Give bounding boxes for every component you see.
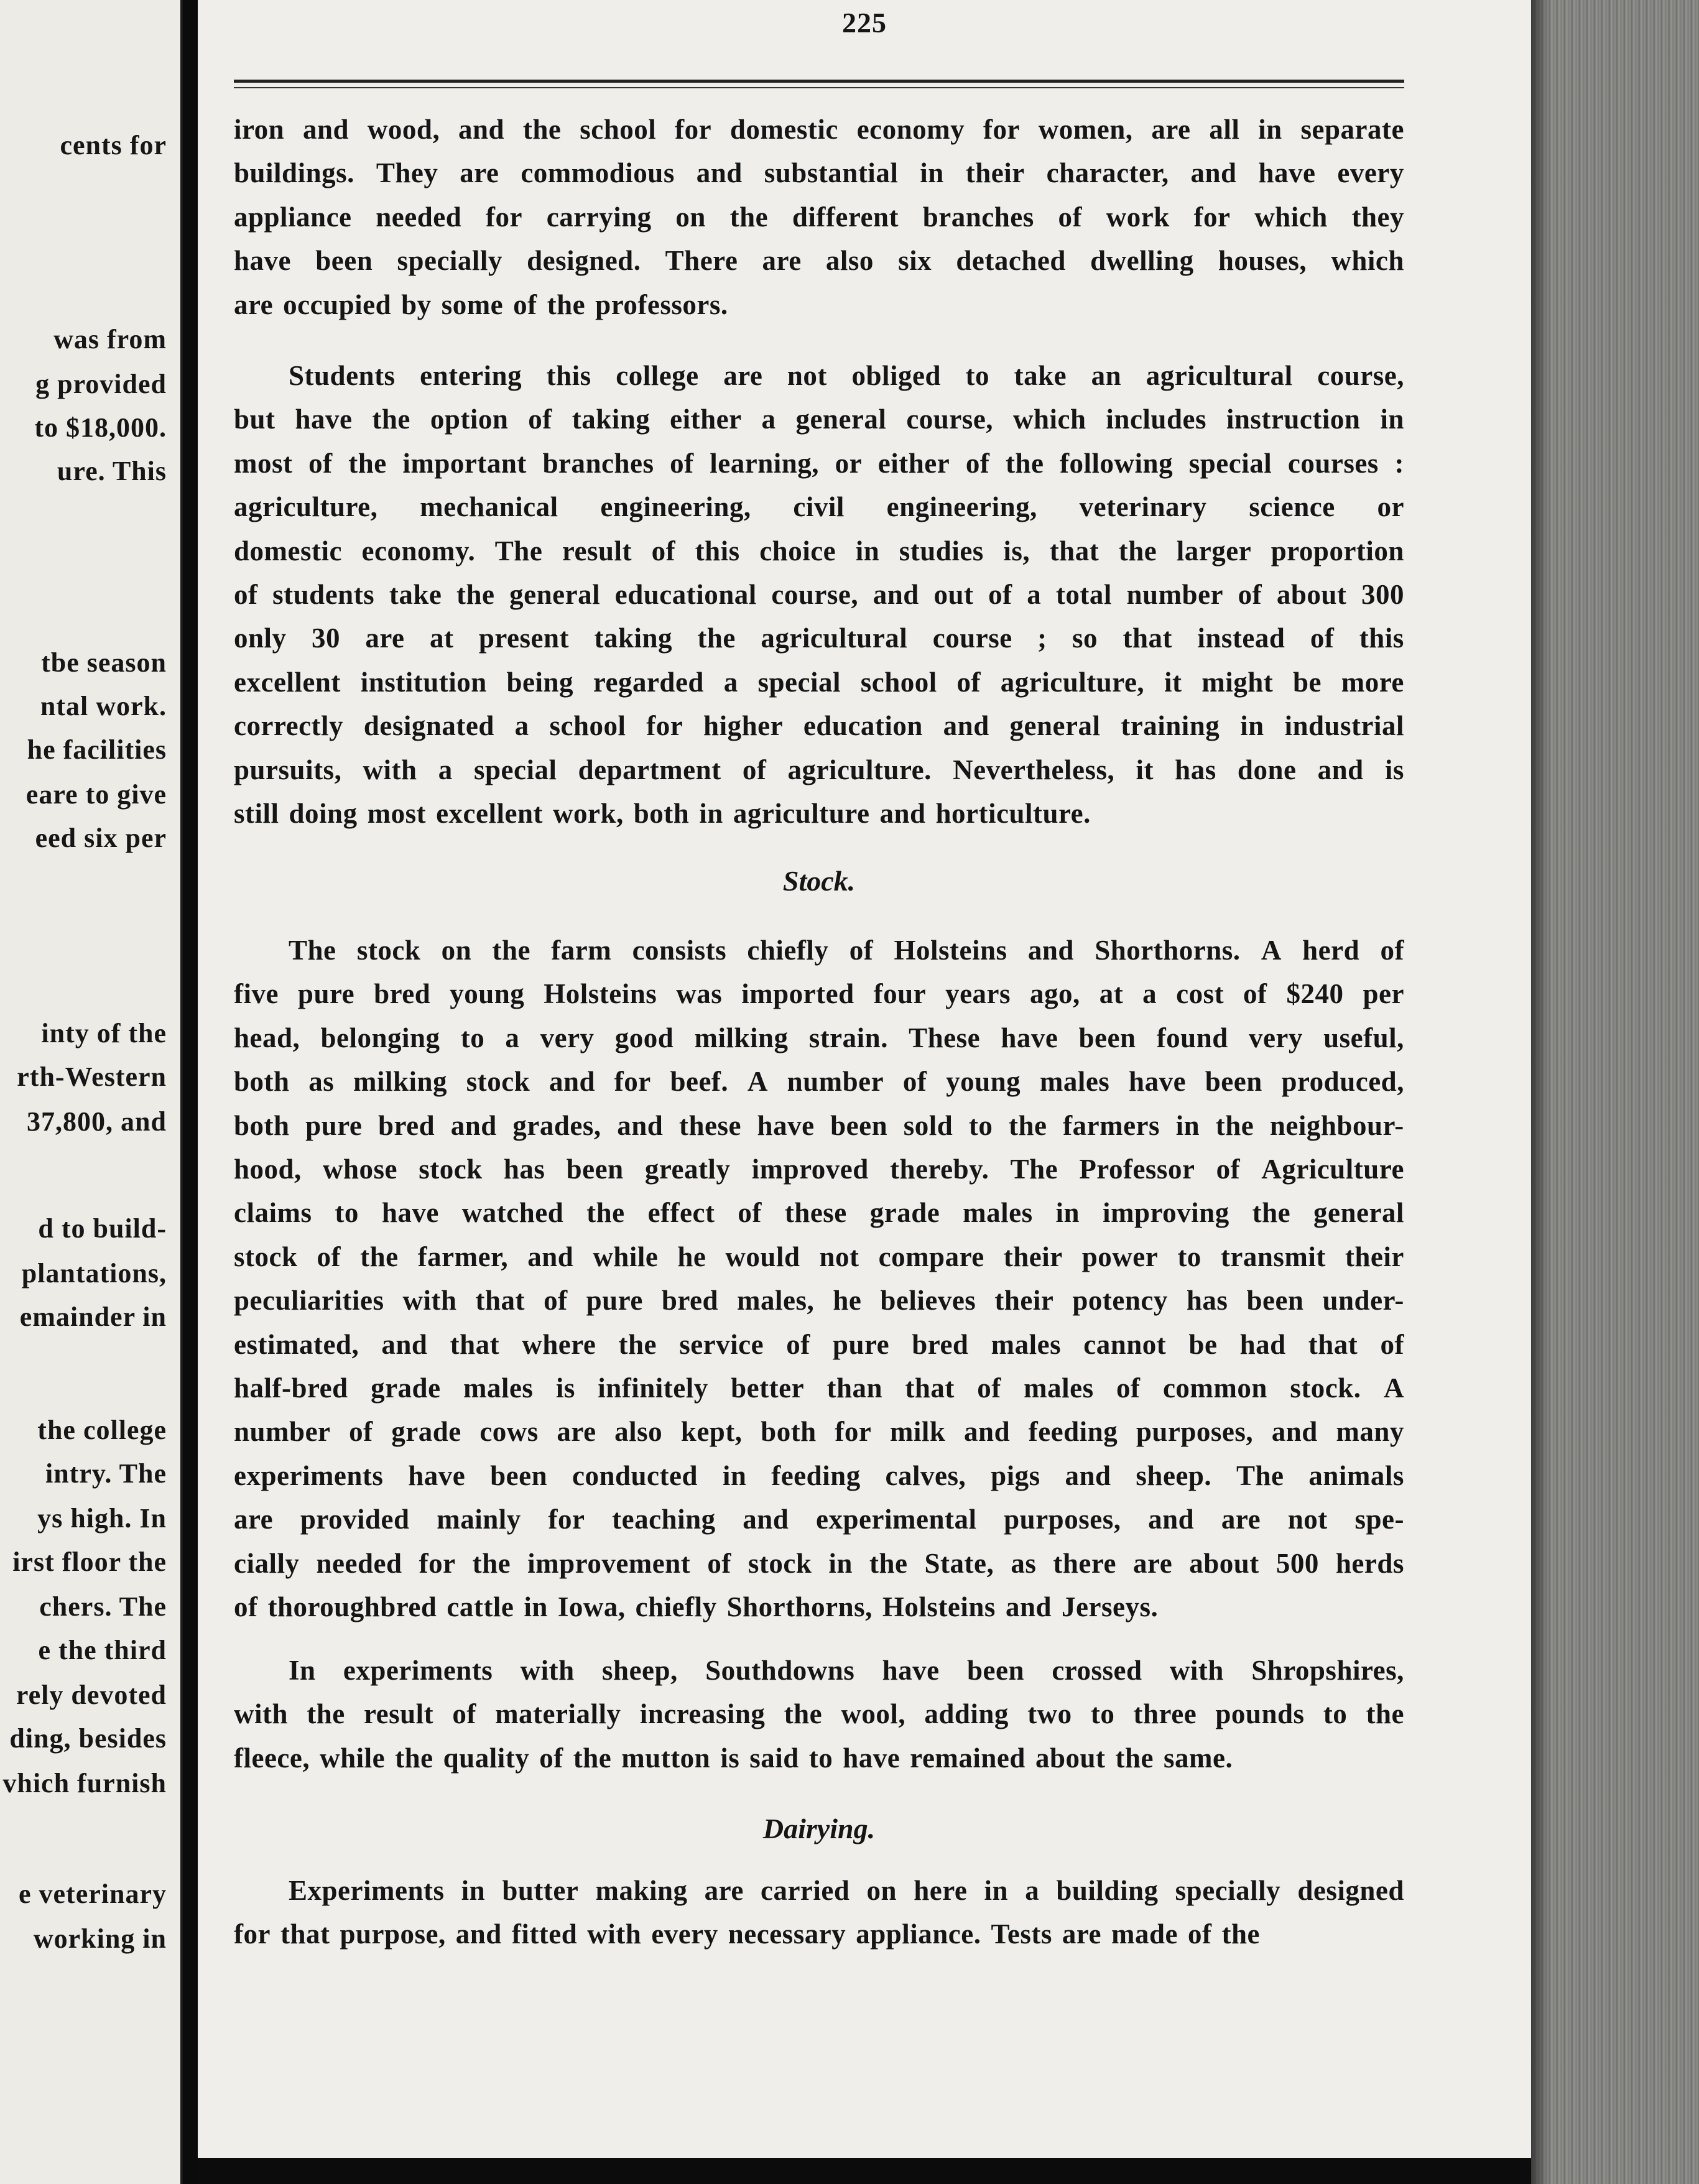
left-page-text-fragment: e the third: [38, 1635, 167, 1665]
left-page-text-fragment: chers. The: [39, 1591, 167, 1622]
text-line: are provided mainly for teaching and experimental purposes, and are not spe-: [234, 1504, 1404, 1535]
left-page-text-fragment: vhich furnish: [2, 1768, 167, 1798]
text-line: fleece, while the quality of the mutton is said to have remained about the same.: [234, 1742, 1233, 1774]
text-line: buildings. They are commodious and substantial in their character, and have every: [234, 157, 1404, 188]
left-page-text-fragment: rely devoted: [16, 1680, 167, 1710]
text-line: stock of the farmer, and while he would not compare their power to transmit their: [234, 1241, 1404, 1272]
text-line: both pure bred and grades, and these have been sold to the farmers in the neighbour-: [234, 1110, 1404, 1141]
left-page-text-fragment: eare to give: [25, 779, 167, 810]
left-page-text-fragment: d to build-: [38, 1213, 167, 1244]
text-line: five pure bred young Holsteins was imported four years ago, at a cost of $240 per: [234, 978, 1404, 1009]
text-line: Experiments in butter making are carried on here in a building specially designed: [289, 1875, 1404, 1906]
text-line: peculiarities with that of pure bred males, he believes their potency has been under-: [234, 1285, 1404, 1316]
left-page-text-fragment: working in: [33, 1923, 167, 1954]
text-line: still doing most excellent work, both in agriculture and horticulture.: [234, 798, 1091, 829]
text-line: pursuits, with a special department of agriculture. Nevertheless, it has done and is: [234, 754, 1404, 785]
text-line: number of grade cows are also kept, both for milk and feeding purposes, and many: [234, 1416, 1404, 1447]
text-line: with the result of materially increasing the wool, adding two to three pounds to the: [234, 1698, 1404, 1729]
left-page-text-fragment: intry. The: [45, 1458, 167, 1489]
left-page-text-fragment: g provided: [35, 369, 167, 399]
text-line: correctly designated a school for higher education and general training in industrial: [234, 710, 1404, 741]
text-line: cially needed for the improvement of stock in the State, as there are about 500 herds: [234, 1548, 1404, 1579]
left-facing-page: [0, 0, 183, 2184]
text-line: estimated, and that where the service of pure bred males cannot be had that of: [234, 1329, 1404, 1360]
text-line: experiments have been conducted in feeding calves, pigs and sheep. The animals: [234, 1460, 1404, 1491]
text-line: but have the option of taking either a general course, which includes instruction in: [234, 404, 1404, 435]
text-line: In experiments with sheep, Southdowns have been crossed with Shropshires,: [289, 1655, 1404, 1686]
text-line: domestic economy. The result of this choice in studies is, that the larger proportion: [234, 535, 1404, 567]
text-line: excellent institution being regarded a special school of agriculture, it might be more: [234, 667, 1404, 698]
text-line: appliance needed for carrying on the different branches of work for which they: [234, 201, 1404, 233]
left-page-text-fragment: ys high. In: [37, 1503, 167, 1534]
text-line: most of the important branches of learning, or either of the following special courses :: [234, 448, 1404, 479]
left-page-text-fragment: rth-Western: [17, 1062, 167, 1092]
page-gutter: [183, 0, 198, 2184]
text-line: have been specially designed. There are also six detached dwelling houses, which: [234, 245, 1404, 276]
left-page-text-fragment: eed six per: [35, 823, 167, 853]
book-page-edges: [1531, 0, 1699, 2184]
text-line: for that purpose, and fitted with every necessary appliance. Tests are made of the: [234, 1918, 1260, 1950]
page-edge-shadow: [1531, 0, 1550, 2184]
text-line: of thoroughbred cattle in Iowa, chiefly Shorthorns, Holsteins and Jerseys.: [234, 1591, 1159, 1622]
left-page-text-fragment: tbe season: [41, 647, 167, 678]
section-heading: Dairying.: [762, 1813, 876, 1844]
main-page: [198, 0, 1531, 2158]
text-line: iron and wood, and the school for domestic economy for women, are all in separate: [234, 114, 1404, 145]
text-line: only 30 are at present taking the agricultural course ; so that instead of this: [234, 622, 1404, 654]
text-line: The stock on the farm consists chiefly of Holsteins and Shorthorns. A herd of: [289, 935, 1404, 966]
left-page-text-fragment: cents for: [60, 130, 167, 160]
left-page-text-fragment: ntal work.: [40, 691, 167, 721]
text-line: are occupied by some of the professors.: [234, 289, 728, 320]
text-line: head, belonging to a very good milking strain. These have been found very useful,: [234, 1022, 1404, 1053]
left-page-text-fragment: ure. This: [57, 456, 167, 486]
left-page-text-fragment: ding, besides: [9, 1723, 167, 1754]
left-page-text-fragment: he facilities: [27, 734, 167, 765]
left-page-text-fragment: 37,800, and: [27, 1106, 167, 1137]
text-line: agriculture, mechanical engineering, civil engineering, veterinary science or: [234, 491, 1404, 522]
left-page-text-fragment: the college: [37, 1415, 167, 1445]
text-line: both as milking stock and for beef. A number of young males have been produced,: [234, 1066, 1404, 1097]
page-number: 225: [842, 7, 887, 39]
scan-border: [198, 2158, 1531, 2184]
header-rule-thin: [234, 87, 1404, 88]
text-line: Students entering this college are not obliged to take an agricultural course,: [289, 360, 1404, 391]
text-line: of students take the general educational course, and out of a total number of about 300: [234, 579, 1404, 610]
section-heading: Stock.: [782, 865, 856, 897]
header-rule: [234, 80, 1404, 83]
left-page-text-fragment: was from: [53, 324, 167, 354]
left-page-text-fragment: to $18,000.: [34, 412, 167, 443]
text-line: half-bred grade males is infinitely better than that of males of common stock. A: [234, 1372, 1404, 1404]
left-page-text-fragment: plantations,: [21, 1258, 167, 1289]
text-line: claims to have watched the effect of these grade males in improving the general: [234, 1197, 1404, 1228]
left-page-text-fragment: emainder in: [19, 1302, 167, 1332]
text-line: hood, whose stock has been greatly improved thereby. The Professor of Agriculture: [234, 1154, 1404, 1185]
left-page-text-fragment: irst floor the: [12, 1547, 167, 1577]
left-page-text-fragment: e veterinary: [19, 1879, 167, 1909]
left-page-text-fragment: inty of the: [41, 1018, 167, 1048]
